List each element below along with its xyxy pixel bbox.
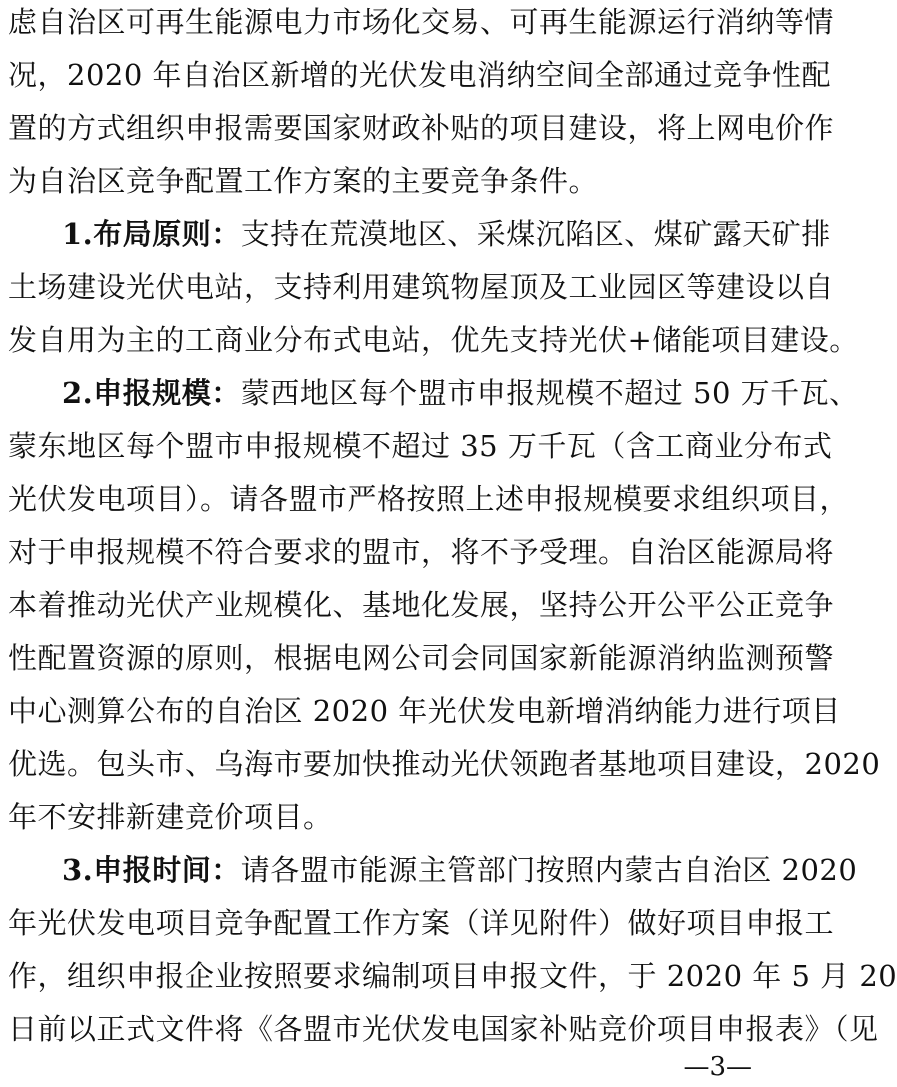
section1-line-2: 土场建设光伏电站，支持利用建筑物屋顶及工业园区等建设以自 [8, 270, 835, 304]
section3-line-4: 日前以正式文件将《各盟市光伏发电国家补贴竞价项目申报表》（见 [8, 1012, 879, 1046]
intro-line-2: 况，2020 年自治区新增的光伏发电消纳空间全部通过竞争性配 [8, 58, 832, 92]
page-number: —3— [683, 1052, 752, 1082]
intro-line-3: 置的方式组织申报需要国家财政补贴的项目建设，将上网电价作 [8, 111, 835, 145]
section2-line-5: 本着推动光伏产业规模化、基地化发展，坚持公开公平公正竞争 [8, 588, 835, 622]
section1-heading: 1.布局原则： [62, 217, 241, 251]
section2-line-9: 年不安排新建竞价项目。 [8, 800, 333, 834]
section2-line-7: 中心测算公布的自治区 2020 年光伏发电新增消纳能力进行项目 [8, 694, 841, 728]
section2-line-2: 蒙东地区每个盟市申报规模不超过 35 万千瓦（含工商业分布式 [8, 429, 833, 463]
section1-first-text: 支持在荒漠地区、采煤沉陷区、煤矿露天矿排 [240, 217, 831, 251]
section2-line-6: 性配置资源的原则，根据电网公司会同国家新能源消纳监测预警 [8, 641, 835, 675]
section3-heading: 3.申报时间： [62, 853, 241, 887]
section3-first-text: 请各盟市能源主管部门按照内蒙古自治区 2020 [240, 853, 858, 887]
section2-line-8: 优选。包头市、乌海市要加快推动光伏领跑者基地项目建设，2020 [8, 747, 881, 781]
section2-line-4: 对于申报规模不符合要求的盟市，将不予受理。自治区能源局将 [8, 535, 835, 569]
section3-line-3: 作，组织申报企业按照要求编制项目申报文件，于 2020 年 5 月 20 [8, 959, 897, 993]
intro-line-4: 为自治区竞争配置工作方案的主要竞争条件。 [8, 164, 599, 198]
section1-line-3: 发自用为主的工商业分布式电站，优先支持光伏+储能项目建设。 [8, 323, 859, 357]
section2-first-line [62, 373, 859, 413]
section3-line-2: 年光伏发电项目竞争配置工作方案（详见附件）做好项目申报工 [8, 906, 835, 940]
section2-heading: 2.申报规模： [62, 376, 241, 410]
section2-line-3: 光伏发电项目）。请各盟市严格按照上述申报规模要求组织项目， [8, 482, 850, 516]
section2-first-text: 蒙西地区每个盟市申报规模不超过 50 万千瓦、 [240, 376, 859, 410]
intro-line-1: 虑自治区可再生能源电力市场化交易、可再生能源运行消纳等情 [8, 5, 835, 39]
section1-first-line [62, 214, 831, 254]
section3-first-line [62, 850, 858, 890]
